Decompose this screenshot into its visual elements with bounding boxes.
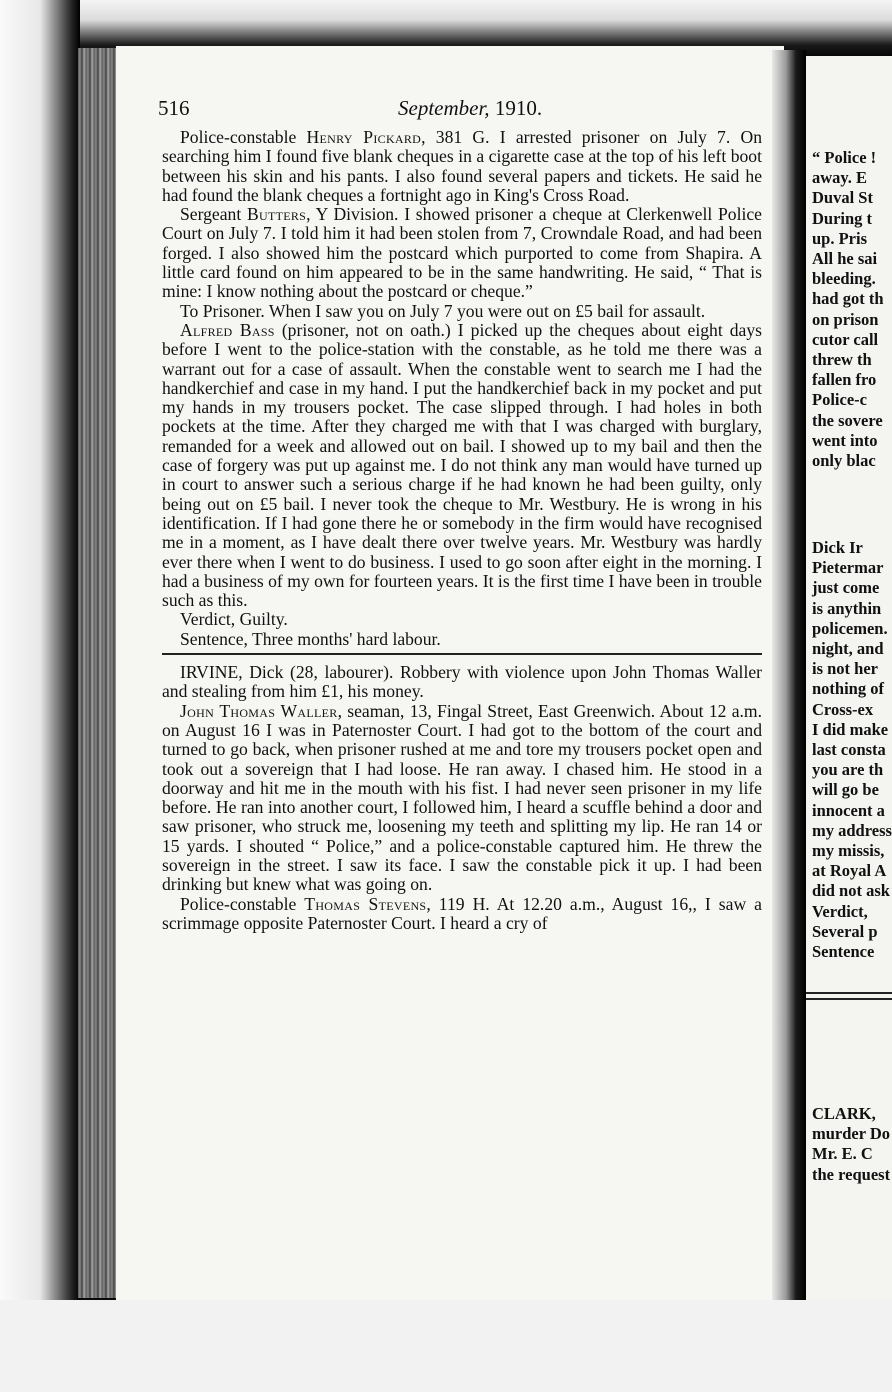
facing-line: During t — [812, 208, 873, 228]
testimony-pickard: Police-constable Henry Pickard, 381 G. I arrested prisoner on July 7. On searching him I found five blank cheques in a cigarette case at the top of his left boot between his skin and his pants. I also found several papers and tickets. He said he had found the blank cheques a fortnight ago in King's Cross Road. — [162, 127, 762, 205]
date-month: September, — [398, 96, 490, 120]
facing-line: the sovere — [812, 410, 883, 430]
facing-line: Police-c — [812, 390, 867, 410]
facing-line: Cross-ex — [812, 699, 874, 719]
facing-line: nothing of — [812, 679, 884, 699]
facing-line: innocent a — [812, 800, 885, 820]
case-divider — [162, 653, 762, 655]
facing-line: went into — [812, 430, 878, 450]
date-year: 1910. — [489, 96, 543, 120]
facing-page — [806, 56, 892, 1300]
microfilm-frame-bottom — [0, 1300, 892, 1392]
facing-line: threw th — [812, 350, 872, 369]
facing-line: is not her — [812, 659, 878, 679]
facing-line: Verdict, — [812, 901, 868, 921]
facing-line: just come — [812, 578, 880, 598]
witness-name: Thomas Stevens — [304, 893, 427, 914]
testimony-stevens: Police-constable Thomas Stevens, 119 H. At 12.20 a.m., August 16,, I saw a scrimmage opposite Paternoster Court. I heard a cry of — [162, 893, 762, 933]
facing-line: had got th — [812, 289, 884, 309]
facing-line: did not ask — [812, 881, 890, 901]
facing-line: murder Do — [812, 1124, 891, 1144]
facing-line: CLARK, — [812, 1104, 876, 1123]
facing-line: last consta — [812, 740, 886, 759]
witness-name: John Thomas Waller — [180, 700, 338, 721]
book-binding-edge — [78, 48, 118, 1298]
case-irvine — [162, 663, 762, 933]
facing-line: the request — [812, 1164, 891, 1184]
facing-line: up. Pris — [812, 228, 868, 248]
facing-line: my address — [812, 820, 892, 840]
facing-line: fallen fro — [812, 370, 877, 390]
witness-name: Alfred Bass — [180, 319, 275, 340]
facing-line: Several p — [812, 921, 878, 941]
page-content — [158, 96, 763, 933]
facing-line: policemen. — [812, 618, 888, 638]
facing-line: Mr. E. C — [812, 1144, 873, 1164]
facing-line: away. E — [812, 168, 868, 188]
facing-line: at Royal A — [812, 861, 887, 881]
book-page — [116, 46, 784, 1300]
facing-line: will go be — [812, 780, 879, 800]
defendant-name: IRVINE — [180, 662, 239, 683]
case-bass — [162, 128, 762, 649]
facing-line: is anythin — [812, 598, 882, 618]
page-number: 516 — [158, 96, 190, 120]
facing-line: I did make — [812, 719, 889, 739]
facing-divider — [806, 992, 892, 994]
facing-line: night, and — [812, 639, 884, 658]
facing-divider — [806, 998, 892, 1000]
page-date — [398, 96, 542, 121]
facing-line: “ Police ! — [812, 148, 877, 167]
page-gutter-shadow — [772, 50, 806, 1300]
testimony-waller: John Thomas Waller, seaman, 13, Fingal Street, East Greenwich. About 12 a.m. on August 16 I was in Paternoster Court. I had got to the bottom of the court and turned to go back, when prisoner rushed at me and tore my trousers pocket open and took out a sovereign that I had loose. He ran away. I chased him. He stood in a doorway and hit me in the mouth with his fist. I had never seen prisoner in my life before. He ran into another court, I followed him, I heard a scuffle behind a door and saw prisoner, who struck me, loosening my teeth and splitting my lip. He ran 14 or 15 yards. I shouted “ Police,” and a police-constable captured him. He threw the sovereign in the street. I saw its face. I saw the constable pick it up. I had been drinking but knew what was going on. — [162, 700, 763, 895]
verdict: Verdict, Guilty. — [180, 609, 288, 630]
facing-line: Sentence — [812, 942, 875, 961]
testimony-butters: Sergeant Butters, Y Division. I showed prisoner a cheque at Clerkenwell Police Court on July 7. I told him it had been stolen from 7, Crowndale Road, and had been forged. I also showed him the postcard which purported to come from Shapira. A little card found on him appeared to be in the same handwriting. He said, “ That is mine: I know nothing about the postcard or cheque.” — [162, 204, 762, 302]
facing-line: All he sai — [812, 249, 878, 268]
witness-name: Henry Pickard — [306, 127, 422, 147]
microfilm-frame-left — [0, 0, 80, 1392]
sentence: Sentence, Three months' hard labour. — [180, 628, 441, 649]
facing-line: only blac — [812, 451, 876, 470]
testimony-bass: Alfred Bass (prisoner, not on oath.) I picked up the cheques about eight days before I went to the police-station with the constable, as he told me there was a warrant out for a case of assault. When the constable went to search me I had the handkerchief and case in my hand. I put the handkerchief back in my pocket and put my hands in my trousers pocket. The case slipped through. I had holes in both pockets at the time. After they charged me with that I was charged with burglary, remanded for a week and allowed out on bail. I showed up to my bail and then the case of forgery was put up against me. I do not think any man would have turned up in court to answer such a serious charge if he had known he had been guilty, only being out on £5 bail. I never took the cheque to Mr. Westbury. He is wrong in his identification. If I had gone there he or somebody in the firm would have recognised me in a moment, as I have dealt there over twelve years. Mr. Westbury was hardly ever there when I went to do business. I used to go soon after eight in the morning. I had a business of my own for fourteen years. It is the first time I have been in trouble such as this. — [162, 319, 762, 611]
facing-line: on prison — [812, 309, 879, 329]
facing-line: Duval St — [812, 188, 873, 208]
facing-line: bleeding. — [812, 269, 876, 289]
witness-name: Butters — [246, 204, 307, 225]
case-heading: IRVINE, Dick (28, labourer). Robbery with violence upon John Thomas Waller and stealing from him £1, his money. — [162, 662, 762, 702]
facing-line: my missis, — [812, 841, 885, 860]
facing-line: you are th — [812, 760, 884, 780]
facing-line: Dick Ir — [812, 538, 863, 557]
to-prisoner: To Prisoner. When I saw you on July 7 you were out on £5 bail for assault. — [180, 300, 706, 321]
running-header — [158, 96, 762, 128]
facing-line: cutor call — [812, 329, 879, 349]
facing-line: Pietermar — [812, 558, 884, 578]
